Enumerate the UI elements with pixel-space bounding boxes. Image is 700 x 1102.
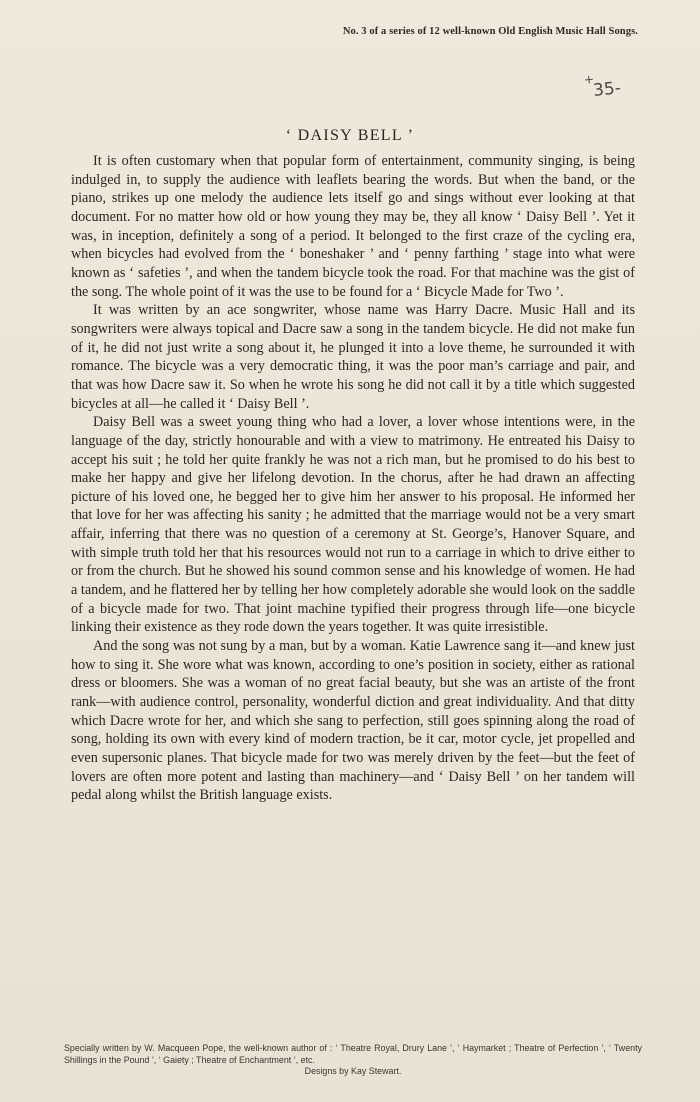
author-credit: Specially written by W. Macqueen Pope, the well-known author of : ‘ Theatre Royal, Drury Lane ’, ‘ Haymarket ; Theatre of Perfection ’, ‘ Twenty Shillings in the Pound ’, ‘ Gaiety ; Theatre of Enchantment ’, etc.	[64, 1043, 642, 1065]
article-paragraph-1: It is often customary when that popular form of entertainment, community singing, is being indulged in, to supply the audience with leaflets bearing the words. But when the band, or the piano, strikes up one melody the audience lets itself go and sings without ever looking at that document. For no matter how old or how young they may be, they all know ‘ Daisy Bell ’. Yet it was, in inception, definitely a song of a period. It belonged to the first craze of the cycling era, when bicycles had evolved from the ‘ boneshaker ’ and ‘ penny farthing ’ stage into what were known as ‘ safeties ’, and when the tandem bicycle took the road. For that machine was the gist of the song. The whole point of it was the use to be found for a ‘ Bicycle Made for Two ’.	[71, 153, 635, 300]
article-title: ‘ DAISY BELL ’	[285, 127, 415, 144]
designer-credit: Designs by Kay Stewart.	[304, 1066, 402, 1076]
article-paragraph-2: It was written by an ace songwriter, whose name was Harry Dacre. Music Hall and its songwriters were always topical and Dacre saw a song in the tandem bicycle. He did not make fun of it, he did not just write a song about it, he plunged it into a love theme, he surrounded it with romance. The bicycle was a very democratic thing, it was the poor man’s carriage and pair, and that was how Dacre saw it. So when he wrote his song he did not call it by a title which suggested bicycles at all—he called it ‘ Daisy Bell ’.	[71, 302, 635, 412]
article-paragraph-4: And the song was not sung by a man, but by a woman. Katie Lawrence sang it—and knew just how to sing it. She wore what was known, according to one’s position in society, either as rational dress or bloomers. She was a woman of no great facial beauty, but she was an artiste of the front rank—with audience control, personality, wonderful diction and great individuality. And that ditty which Dacre wrote for her, and which she sang to perfection, still goes spinning along the road of song, holding its own with every kind of modern traction, be it car, motor cycle, jet propelled and even supersonic planes. That bicycle made for two was merely driven by the feet—but the feet of lovers are often more potent and lasting than machinery—and ‘ Daisy Bell ’ on her tandem will pedal along whilst the British language exists.	[71, 638, 635, 804]
article-body	[71, 152, 635, 805]
footer	[64, 1043, 642, 1078]
article-paragraph-3: Daisy Bell was a sweet young thing who had a lover, a lover whose intentions were, in the language of the day, strictly honourable and with a view to matrimony. He entreated his Daisy to accept his suit ; he told her quite frankly he was not a rich man, but he promised to do his best to make her happy and give her lifelong devotion. In the chorus, after he had drawn an affecting picture of his loved one, he begged her to give him her answer to his proposal. He informed her that love for her was affecting his sanity ; he admitted that the marriage would not be a very smart affair, inferring that there was no question of a ceremony at St. George’s, Hanover Square, and with simple truth told her that his resources would not run to a carriage in which to drive either to or from the church. But he showed his sound common sense and his knowledge of women. He had a tandem, and he flattered her by telling her how completely adorable she would look on the saddle of a bicycle made for two. That joint machine typified their progress through life—one bicycle linking their existence as they rode down the years together. It was quite irresistible.	[71, 414, 635, 636]
handwritten-value: 35-	[592, 78, 622, 101]
handwritten-price-mark	[583, 71, 622, 101]
handwritten-plus: +	[583, 71, 595, 87]
series-note: No. 3 of a series of 12 well-known Old English Music Hall Songs.	[342, 26, 638, 37]
